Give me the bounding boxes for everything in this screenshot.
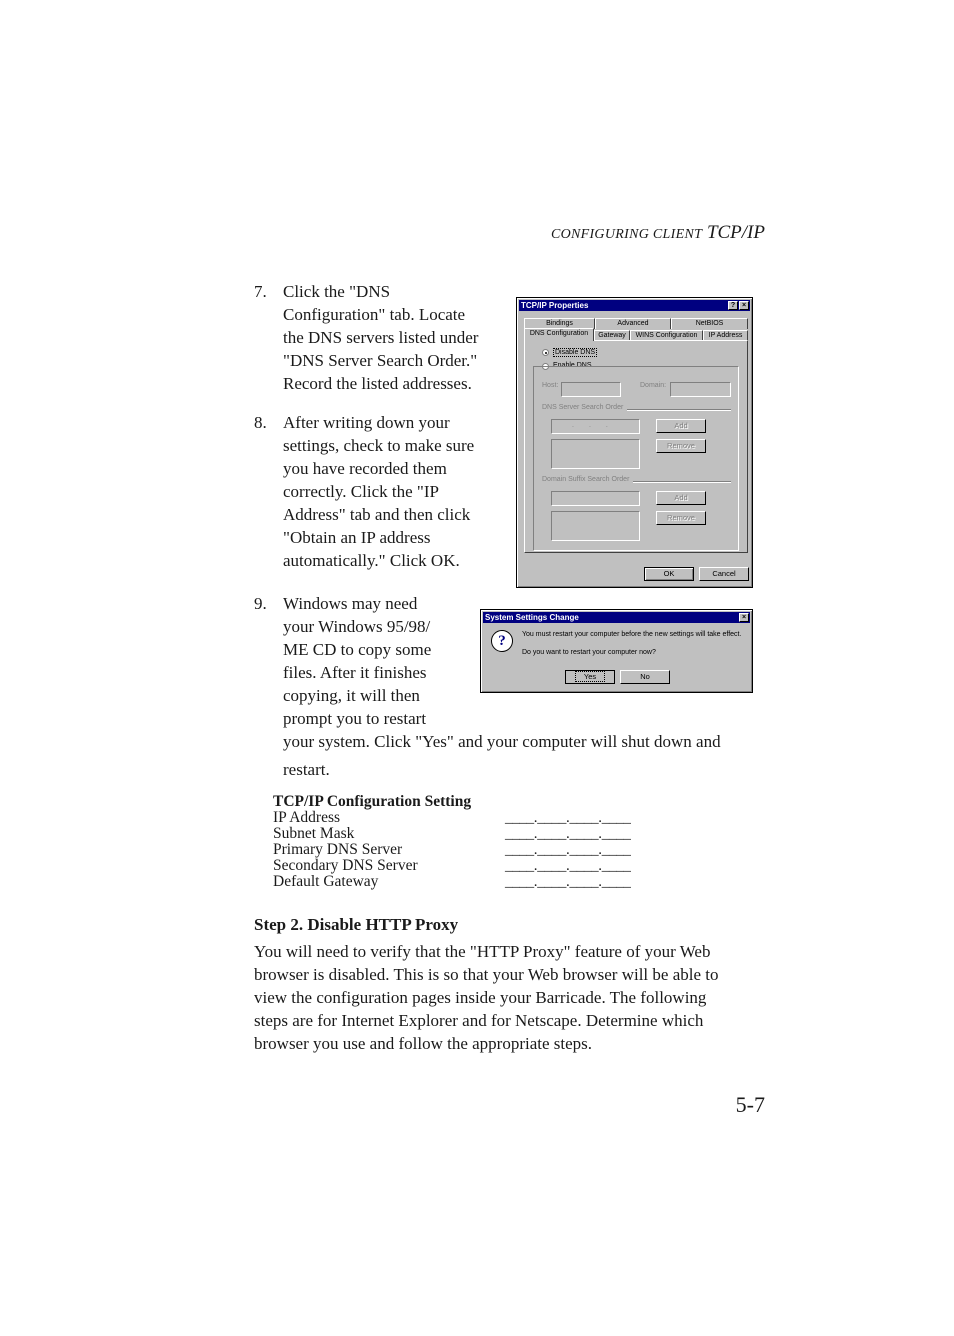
table-row-label: Subnet Mask [273, 825, 355, 842]
step-line: you have recorded them [283, 459, 447, 478]
table-row-label: Default Gateway [273, 873, 379, 890]
step-line: restart. [283, 760, 330, 779]
domain-field[interactable] [670, 382, 731, 397]
tab-ip-address[interactable]: IP Address [703, 330, 748, 341]
dns-search-order-divider [627, 409, 731, 411]
suffix-add-button[interactable]: Add [656, 491, 706, 505]
step-number: 9. [254, 594, 267, 613]
step-line: "Obtain an IP address [283, 528, 431, 547]
step-line: ME CD to copy some [283, 640, 432, 659]
ok-button[interactable]: OK [644, 567, 694, 581]
disable-dns-radio[interactable] [542, 349, 549, 356]
step-line: your system. Click "Yes" and your computer will shut down and [283, 732, 721, 751]
tab-bindings[interactable]: Bindings [524, 318, 595, 329]
dialog-titlebar [519, 300, 750, 311]
host-field[interactable] [561, 382, 621, 397]
step-line: automatically." Click OK. [283, 551, 460, 570]
paragraph-line: view the configuration pages inside your Barricade. The following [254, 988, 707, 1007]
tcpip-properties-dialog [516, 297, 753, 588]
tab-gateway[interactable]: Gateway [594, 330, 630, 341]
section-heading: Step 2. Disable HTTP Proxy [254, 915, 459, 934]
table-blank: ____.____.____.____ [505, 842, 631, 858]
step-line: Click the "DNS [283, 282, 391, 301]
restart-question: Do you want to restart your computer now? [522, 649, 656, 656]
step-line: files. After it finishes [283, 663, 427, 682]
question-icon: ? [491, 630, 513, 652]
step-line: Configuration" tab. Locate [283, 305, 466, 324]
step-line: correctly. Click the "IP [283, 482, 439, 501]
help-button[interactable]: ? [728, 301, 738, 310]
step-line: prompt you to restart [283, 709, 427, 728]
ip-separator-dots: ... [572, 422, 623, 429]
domain-label: Domain: [640, 382, 667, 389]
step-line: your Windows 95/98/ [283, 617, 431, 636]
suffix-remove-button[interactable]: Remove [656, 511, 706, 525]
restart-message: You must restart your computer before the new settings will take effect. [522, 631, 742, 638]
cancel-button[interactable]: Cancel [699, 567, 749, 581]
header-tcpip: TCP/IP [706, 222, 765, 243]
domain-suffix-order-divider [633, 481, 731, 483]
host-label: Host: [542, 382, 559, 389]
step-number: 7. [254, 282, 267, 301]
step-text [283, 411, 474, 572]
close-button[interactable]: × [739, 613, 749, 622]
step-line: settings, check to make sure [283, 436, 475, 455]
dns-server-list[interactable] [551, 439, 640, 469]
step-line: Record the listed addresses. [283, 374, 472, 393]
dialog-title: System Settings Change [485, 613, 579, 622]
dns-search-order-label: DNS Server Search Order [542, 404, 624, 411]
step-number: 8. [254, 413, 267, 432]
step-line: the DNS servers listed under [283, 328, 479, 347]
domain-suffix-field[interactable] [551, 491, 640, 506]
paragraph-line: You will need to verify that the "HTTP Proxy" feature of your Web [254, 942, 711, 961]
tab-dns-configuration[interactable]: DNS Configuration [524, 328, 594, 341]
dialog-title: TCP/IP Properties [521, 301, 589, 310]
section-paragraph [254, 940, 774, 1055]
paragraph-line: steps are for Internet Explorer and for Netscape. Determine which [254, 1011, 704, 1030]
config-table-heading: TCP/IP Configuration Setting [273, 793, 472, 810]
table-blank: ____.____.____.____ [505, 810, 631, 826]
dns-server-ip-field[interactable] [551, 419, 640, 434]
running-header [420, 222, 765, 244]
close-button[interactable]: × [739, 301, 749, 310]
table-row-label: IP Address [273, 809, 341, 826]
paragraph-line: browser you use and follow the appropriate steps. [254, 1034, 593, 1053]
dns-add-button[interactable]: Add [656, 419, 706, 433]
dns-remove-button[interactable]: Remove [656, 439, 706, 453]
tab-wins-configuration[interactable]: WINS Configuration [630, 330, 703, 341]
step-line: copying, it will then [283, 686, 420, 705]
domain-suffix-order-label: Domain Suffix Search Order [542, 476, 630, 483]
domain-suffix-list[interactable] [551, 511, 640, 541]
table-blank: ____.____.____.____ [505, 874, 631, 890]
header-small-caps: CONFIGURING CLIENT [550, 227, 703, 242]
step-line: Address" tab and then click [283, 505, 471, 524]
paragraph-line: browser is disabled. This is so that your Web browser will be able to [254, 965, 719, 984]
tab-panel [524, 340, 748, 553]
tab-netbios[interactable]: NetBIOS [671, 318, 748, 329]
system-settings-change-dialog [480, 609, 753, 693]
page-number: 5-7 [735, 1092, 765, 1117]
disable-dns-label: Disable DNS [555, 349, 596, 356]
table-row-label: Primary DNS Server [273, 841, 403, 858]
step-line: Windows may need [283, 594, 418, 613]
step-line: After writing down your [283, 413, 450, 432]
step-7 [254, 280, 504, 400]
step-text [283, 280, 478, 395]
enable-dns-label: Enable DNS [553, 362, 592, 369]
dialog-titlebar [483, 612, 750, 623]
yes-label: Yes [575, 671, 605, 682]
table-row-label: Secondary DNS Server [273, 857, 418, 874]
no-button[interactable]: No [620, 670, 670, 684]
step-line: "DNS Server Search Order." [283, 351, 478, 370]
step-8 [254, 411, 504, 576]
table-blank: ____.____.____.____ [505, 826, 631, 842]
tab-advanced[interactable]: Advanced [595, 318, 671, 329]
yes-button[interactable] [565, 670, 615, 684]
table-blank: ____.____.____.____ [505, 858, 631, 874]
